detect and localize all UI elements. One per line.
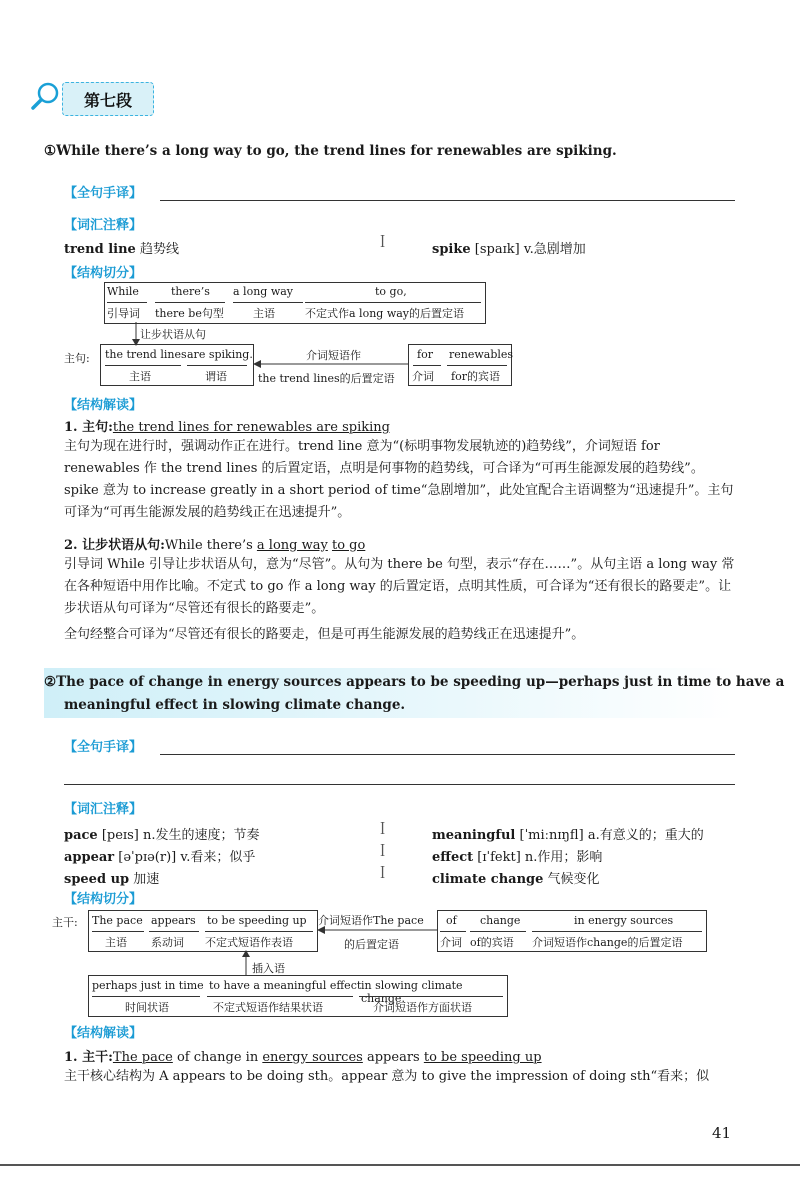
main-word: renewables xyxy=(449,348,514,361)
footer-rule xyxy=(0,1164,800,1166)
main-tag: 系动词 xyxy=(151,936,184,949)
clause-box xyxy=(104,282,486,324)
main-word: are spiking. xyxy=(187,348,253,361)
analysis-quote: the trend lines for renewables are spiking xyxy=(112,420,390,435)
main-box-1 xyxy=(100,344,254,386)
analysis-head: 1. 主句: xyxy=(64,420,113,435)
main-box-2 xyxy=(88,910,318,952)
prep-box-1 xyxy=(408,344,512,386)
summary-1: 全句经整合可译为“尽管还有很长的路要走，但是可再生能源发展的趋势线正在迅速提升”。 xyxy=(64,627,585,642)
translate-line-1[interactable] xyxy=(160,200,735,201)
translate-label-1: 【全句手译】 xyxy=(64,186,143,201)
vocab-item-meaningful xyxy=(432,824,704,843)
main-tag: 介词 xyxy=(412,370,434,383)
analysis-quote: appears xyxy=(362,1050,424,1065)
vocab-item-trend-line xyxy=(64,238,179,257)
vocab-phonetic: [peɪs] xyxy=(101,828,139,843)
clause-note: 让步状语从句 xyxy=(140,328,206,341)
main-word: the trend lines xyxy=(105,348,187,361)
vocab-phonetic: [ɪˈfekt] xyxy=(477,850,521,865)
vocab-item-spike xyxy=(432,238,586,257)
analysis-2-1-head xyxy=(64,1046,542,1065)
vocab-term: climate change xyxy=(432,872,544,887)
sentence-2-line-2: meaningful effect in slowing climate change. xyxy=(64,697,406,713)
analysis-2-head xyxy=(64,534,365,553)
main-word: appears xyxy=(151,914,196,927)
translate-label-2: 【全句手译】 xyxy=(64,740,143,755)
vocab-item-climate-change xyxy=(432,868,600,887)
analysis-quote: to go xyxy=(331,538,366,553)
vocab-meaning: 加速 xyxy=(133,872,160,887)
prep-box-2 xyxy=(437,910,707,952)
main-tag: for的宾语 xyxy=(451,370,500,383)
analysis-quote: The pace xyxy=(112,1050,173,1065)
analysis-label-2: 【结构解读】 xyxy=(64,1026,143,1041)
main-tag: 的后置定语 xyxy=(344,938,399,951)
insert-tag: 时间状语 xyxy=(125,1001,169,1014)
translate-line-2b[interactable] xyxy=(64,784,735,785)
analysis-2-1-text: 主干核心结构为 A appears to be doing sth。appear 意为 to give the impression of doing sth“看来；似 xyxy=(64,1069,710,1084)
insert-tag: 介词短语作方面状语 xyxy=(373,1001,472,1014)
translate-line-2a[interactable] xyxy=(160,754,735,755)
analysis-label-1: 【结构解读】 xyxy=(64,398,143,413)
sentence-1: ①While there’s a long way to go, the trend lines for renewables are spiking. xyxy=(44,143,617,159)
clause-word: to go, xyxy=(375,285,407,298)
vocab-term: speed up xyxy=(64,872,130,887)
vocab-phonetic: [əˈpɪə(r)] xyxy=(118,850,177,865)
vocab-item-appear xyxy=(64,846,255,865)
clause-word: While xyxy=(107,285,139,298)
clause-word: there’s xyxy=(171,285,210,298)
main-word: of xyxy=(446,914,457,927)
main-word: for xyxy=(417,348,433,361)
analysis-quote: of change in xyxy=(172,1050,263,1065)
analysis-head: 1. 主干: xyxy=(64,1050,113,1065)
insert-word: in slowing climate change. xyxy=(361,979,463,1005)
main-tag: 介词短语作change的后置定语 xyxy=(532,936,683,949)
clause-tag: there be句型 xyxy=(155,307,224,320)
main-tag: the trend lines的后置定语 xyxy=(258,372,395,385)
page-number: 41 xyxy=(712,1124,732,1142)
main-tag: 谓语 xyxy=(205,370,227,383)
sentence-2-line-1: ②The pace of change in energy sources appears to be speeding up—perhaps just in time to have a xyxy=(44,674,785,690)
vocab-term: pace xyxy=(64,828,98,843)
analysis-2-text: 引导词 While 引导让步状语从句，意为“尽管”。从句为 there be 句型，表示“存在……”。从句主语 a long way 常在各种短语中用作比喻。不定式 to go 作 a long way 的后置定语，点明其性质，可合译为“还有很长的路要走”。让步状语从句可译为“尽管还有很长的路要走”。 xyxy=(64,557,735,616)
section-title: 第七段 xyxy=(62,82,154,116)
main-label-2: 主干: xyxy=(52,916,78,929)
vocab-divider-icon: ꟾ ꟾ ꟾ xyxy=(380,823,386,882)
main-word: 介词短语作 xyxy=(306,349,361,362)
vocab-meaning: n.作用；影响 xyxy=(524,850,603,865)
analysis-quote: energy sources xyxy=(262,1050,363,1065)
main-word: change xyxy=(480,914,521,927)
vocab-term: appear xyxy=(64,850,115,865)
main-tag: 不定式短语作表语 xyxy=(205,936,293,949)
vocab-phonetic: [ˈmiːnɪŋfl] xyxy=(519,828,584,843)
vocab-term: trend line xyxy=(64,242,136,257)
clause-word: a long way xyxy=(233,285,294,298)
vocab-label-2: 【词汇注释】 xyxy=(64,802,143,817)
vocab-meaning: v.急剧增加 xyxy=(523,242,586,257)
vocab-item-speed-up xyxy=(64,868,159,887)
vocab-term: meaningful xyxy=(432,828,516,843)
main-tag: 介词 xyxy=(440,936,462,949)
struct-label-2: 【结构切分】 xyxy=(64,892,143,907)
clause-tag: 不定式作a long way的后置定语 xyxy=(305,307,465,320)
main-word: in energy sources xyxy=(574,914,674,927)
vocab-divider-icon: ꟾ xyxy=(380,236,386,251)
insert-box xyxy=(88,975,508,1017)
insert-note: 插入语 xyxy=(252,962,285,975)
analysis-quote: a long way xyxy=(256,538,328,553)
vocab-meaning: 趋势线 xyxy=(139,242,179,257)
vocab-meaning: a.有意义的；重大的 xyxy=(587,828,704,843)
insert-tag: 不定式短语作结果状语 xyxy=(213,1001,323,1014)
main-tag: 主语 xyxy=(105,936,127,949)
vocab-label-1: 【词汇注释】 xyxy=(64,218,143,233)
insert-word: perhaps just in time xyxy=(92,979,204,992)
main-label-1: 主句: xyxy=(64,352,90,365)
insert-word: to have a meaningful effect xyxy=(209,979,362,992)
main-tag: 主语 xyxy=(129,370,151,383)
clause-tag: 主语 xyxy=(253,307,275,320)
vocab-meaning: v.看来；似乎 xyxy=(180,850,256,865)
analysis-head: 2. 让步状语从句: xyxy=(64,538,165,553)
magnifier-icon xyxy=(30,80,62,112)
vocab-item-pace xyxy=(64,824,260,843)
analysis-quote: While there’s xyxy=(164,538,257,553)
vocab-meaning: 气候变化 xyxy=(547,872,600,887)
vocab-term: effect xyxy=(432,850,474,865)
main-word: to be speeding up xyxy=(207,914,307,927)
main-word: 介词短语作The pace xyxy=(318,914,424,927)
analysis-1-head xyxy=(64,416,390,435)
struct-label-1: 【结构切分】 xyxy=(64,266,143,281)
vocab-item-effect xyxy=(432,846,602,865)
clause-tag: 引导词 xyxy=(107,307,140,320)
vocab-term: spike xyxy=(432,242,471,257)
vocab-meaning: n.发生的速度；节奏 xyxy=(142,828,260,843)
vocab-phonetic: [spaɪk] xyxy=(474,242,520,257)
analysis-1-text: 主句为现在进行时，强调动作正在进行。trend line 意为“(标明事物发展轨迹的)趋势线”，介词短语 for renewables 作 the trend lines 的后置定语，点明是何事物的趋势线，可合译为“可再生能源发展的趋势线”。spike 意为 to increase greatly in a short period of time“急剧增加”，此处宜配合主语调整为“迅速提升”。主句可译为“可再生能源发展的趋势线正在迅速提升”。 xyxy=(64,439,734,520)
main-word: The pace xyxy=(92,914,143,927)
analysis-quote: to be speeding up xyxy=(423,1050,542,1065)
main-tag: of的宾语 xyxy=(470,936,514,949)
